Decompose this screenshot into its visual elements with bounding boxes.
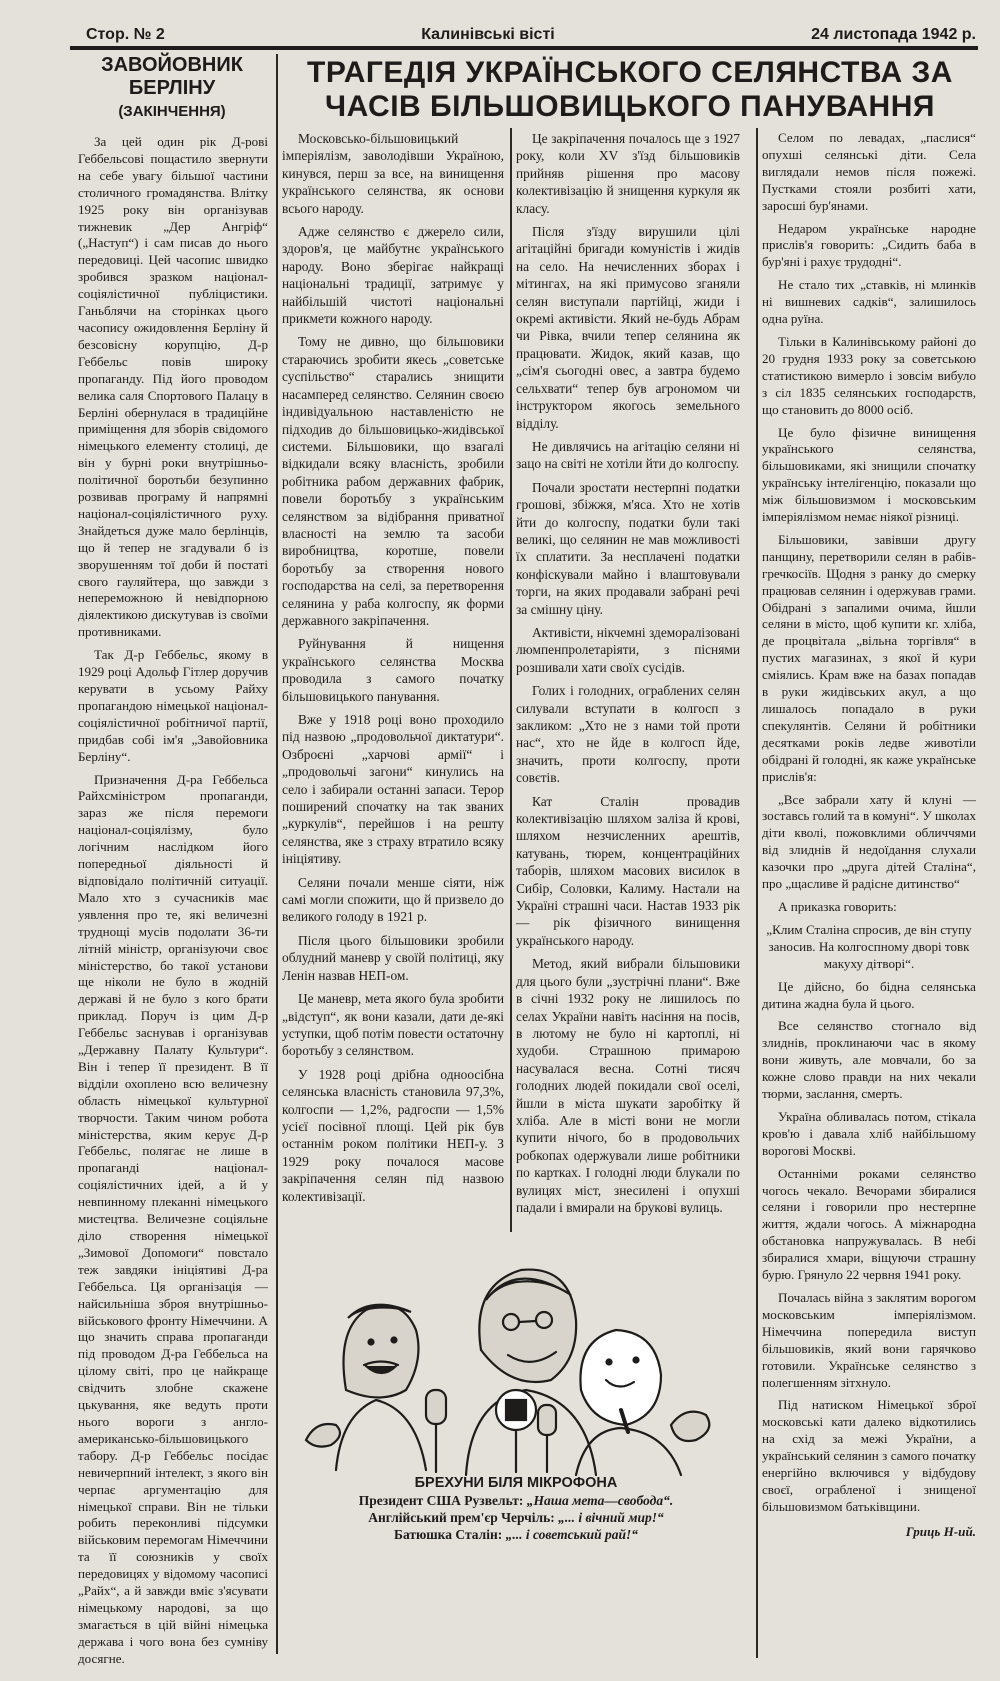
left-article-heading: [78, 54, 266, 122]
paragraph: Це було фізичне винищення українського селянства, більшовиками, які знищили спочатку українську інтелігенцію, показали що між більшовизмом і московським імперіялізмом немає ніякої різниці.: [762, 424, 976, 525]
page-header: [86, 22, 976, 48]
paragraph: Тому не дивно, що більшовики стараючись зробити якесь „советське суспільство“ старались знищити насамперед селянство. Селянин своєю індивідуальною наставленістю не підходив до більшовицько-жидівської системи. Більшовики, що взагалі відкидали всяку власність, зробили робітника рабом державних фабрик, повели боротьбу з українським селянством за відібрання приватної власності на землю та засоби виробництва, коротше, повели боротьбу за створення нового господарства на селі, за перетворення селянина у раба колгоспу, як форми державного закріпачення.: [282, 334, 504, 628]
paragraph: Руйнування й нищення українського селянства Москва проводила з самого початку більшовицького панування.: [282, 636, 504, 704]
cartoon-illustration: [276, 1240, 756, 1475]
main-article-col3: [762, 130, 976, 1655]
paragraph: У 1928 році дрібна одноосібна селянська власність становила 97,3%, колгоспи — 1,2%, радгоспи — 1,5% усієї посівної площі. Цей рік був останнім роком політики НЕП-у. З 1929 року почалося масове закріпачення селян під назвою колективізації.: [282, 1066, 504, 1204]
paragraph: Під натиском Німецької зброї московські кати далеко відкотились на схід за межі України, а український селянин з самого початку енергійно включився у відбудову своєї, ограбленої і знищеної більшовизмом батьківщини.: [762, 1397, 976, 1514]
paragraph: А приказка говорить:: [778, 898, 897, 914]
paragraph: Все селянство стогнало від злиднів, проклинаючи час в якому вони живуть, але мовчали, бо за кожне слово правди на них чекали тюрми, заслання, смерть.: [762, 1018, 976, 1102]
header-rule: [70, 46, 978, 50]
paragraph: Після з'їзду вирушили цілі агітаційні бригади комуністів і жидів на село. На нечисленних зборах і мітингах, на які примусово зганяли селян виступали партійці, жиди і окремі активісти. Який не-будь Абрам чи Рівка, вчили тепер селянина як працювати. Жидок, який казав, що „сім'я сьогодні овес, а завтра будемо сельхвати“ тепер був агрономом чи інструктором якогось земельного відділу.: [516, 224, 740, 431]
paragraph: Вже у 1918 році воно проходило під назвою „продовольчої диктатури“. Озброєні „харчові армії“ і „продовольчі загони“ кинулись на село і забирали останні запаси. Терор поширений спочатку на так званих „куркулів“, перейшов і на решту селянства, яке з страху втратило всяку ініціятиву.: [282, 712, 504, 867]
caption-quote: „... і советський рай!“: [505, 1527, 638, 1542]
paragraph: Почали зростати нестерпні податки грошові, збіжжя, м'яса. Хто не хотів йти до колгоспу, податки були такі великі, що селянин не мав можливості їх сплатити. За несплачені податки конфіскували майно і влаштовували торги, на яких продавали забрані речі за смішну ціну.: [516, 479, 740, 617]
paragraph: Голих і голодних, ограблених селян силували вступати в колгосп з закликом: „Хто не з нами той проти нас“, хто не йде в колгосп йде, значить, проти колгоспу, проти совєтів.: [516, 683, 740, 786]
paragraph: Селяни почали менше сіяти, ніж самі могли спожити, що й призвело до великого голоду в 1921 р.: [282, 874, 504, 925]
paragraph: Московсько-більшовицький імперіялізм, заволодівши Україною, кинувся, перш за все, на винищення українського селянства, як основи всього народу.: [282, 131, 504, 216]
left-article-title: ЗАВОЙОВНИК БЕРЛІНУ: [101, 54, 243, 99]
paragraph: Більшовики, завівши другу панщину, перетворили селян в рабів-гречкосіїв. Щодня з ранку до смерку працював селянин і одержував грами. Обідрані з запалими очима, йшли селяни в місто, щоб купити кг. хліба, де процвітала „вільна торгівля“ в пустих магазинах, з якої й кури сміялись. Крам вже на базах попадав в руки жидівських акул, а що лишалось попадало в руки спекулянтів. Селяни й робітники десятками років ледве животіли обідрані й голодні, як каже українське прислів'я:: [762, 531, 976, 784]
caption-speaker: Англійський прем'єр Черчіль:: [368, 1510, 555, 1525]
column-divider: [510, 128, 512, 1232]
paragraph: Активісти, нікчемні здеморалізовані люмпенпролетаріяти, з піснями розшивали хати своїх сусідів.: [516, 624, 740, 675]
left-paragraph: Так Д-р Геббельс, якому в 1929 році Адольф Гітлер доручив керувати в усьому Райху пропагандою німецької націонал-соціялістичної робітничої партії, придбав собі ім'я „Завойовника Берліну“.: [78, 647, 268, 764]
paragraph: Не стало тих „ставків, ні млинків ні вишневих садків“, залишилось одна руїна.: [762, 277, 976, 327]
paragraph: Адже селянство є джерело сили, здоров'я, це майбутнє українського народу. Воно зберігає найкращі національні традиції, затримує у найбільшій чистоті національні прикмети кожного народу.: [282, 224, 504, 327]
paragraph: Тільки в Калинівському районі до 20 грудня 1933 року за советською статистикою вимерло і зовсім вибуло з сіл 1835 селянських господарств, що становить до 8000 осіб.: [762, 333, 976, 417]
main-article-col1: [282, 130, 504, 1236]
newspaper-name: Калинівські вісті: [421, 26, 555, 43]
poem-quote: „Клим Сталіна спросив, де він ступу заносив. На колгоспному дворі товк макуху дітворі“.: [766, 921, 972, 971]
paragraph: Метод, який вибрали більшовики для цього були „зустрічні плани“. Вже в січні 1932 року не лишилось по селах України навіть насіння на посів, в лютому не було ні картоплі, ні худоби. Страшною примарою насувалася весна. Сотні тисяч голодних людей покидали свої оселі, йшли в міста шукати заробітку й хліба. Але в місті вони не могли купити нічого, бо в продовольчих робкопах одержували лише робітники по картках. І голодні люди блукали по вулицях міст, знесилені і опухші падали і вмирали на брукові вулиць.: [516, 956, 740, 1215]
column-divider: [756, 128, 758, 1658]
paragraph: Недаром українське народне прислів'я говорить: „Сидить баба в бур'яні і рахує трудодні“.: [762, 220, 976, 270]
paragraph: Це дійсно, бо бідна селянська дитина жадна була й цього.: [762, 978, 976, 1011]
paragraph: Це маневр, мета якого була зробити „відступ“, як вони казали, дати де-які уступки, щоб потім повести остаточну боротьбу з селянством.: [282, 991, 504, 1059]
left-article-body: [78, 134, 268, 1666]
caption-line: [276, 1509, 756, 1526]
paragraph: Це закріпачення почалось ще з 1927 року, коли XV з'їзд більшовиків прийняв рішення про масову колективізацію й знищення куркуля як класу.: [516, 131, 740, 216]
paragraph: Селом по левадах, „паслися“ опухші селянські діти. Села виглядали немов після пожежі. Пустками стояли розбиті хати, заросші бур'янами.: [762, 130, 976, 213]
left-paragraph: Призначення Д-ра Геббельса Райхсміністром пропаганди, зараз же після перемоги націонал-соціялізму, було логічним наслідком його попередньої діяльності й відповідало політичній ситуації. Мало хто з сучасників має уявлення про те, які величезні труднощі мусів подолати 36-ти літній міністр, організуючи своє міністерство, бо такої установи ще ніколи не було в жодній державі й не було з кого брати приклад. Поруч із цим Д-р Геббельс заснував і організував „Державну Палату Культури“. Він і тепер її президент. В її відділи охоплено всю величезну область німецької культурної творчости. Таким чином робота міністерства, яким керує Д-р Геббельс, полягає не лише в пропаганді націонал-соціялістичних ідей, а й у невпинному плеканні німецького мистецтва. Величезне соціяльне діло створення німецької „Зимової Допомоги“ повстало теж завдяки ініціятиві Д-ра Геббельса. Ця організація — найсильніша зброя внутрішньо-військового фронту Німеччини. А що значить справа пропаганди під проводом Д-ра Геббельса на цілому світі, про це найкраще свідчить злобне скажене цькування, яке ведуть проти нього вороги з англо-американсько-більшовицького табору. Д-р Геббельс посідає невичерпний інтелект, з якого він черпає аргументацію для німецької справи. Він не тільки робить переконливі підсумки військовим перемогам Німеччини та її союзників у своїх передовицях у відомому часописі „Райх“, а й завжди вміє з'ясувати німецькому народові, за що змагається в цій війні німецька держава і чого вона без сумніву досягне.: [78, 771, 268, 1666]
page-number: Стор. № 2: [86, 26, 165, 43]
caption-quote: „Наша мета—свобода“.: [526, 1493, 674, 1508]
caption-line: [276, 1526, 756, 1543]
caption-speaker: Президент США Рузвельт:: [358, 1493, 524, 1508]
cartoon-title: БРЕХУНИ БІЛЯ МІКРОФОНА: [414, 1475, 618, 1491]
main-article-title: ТРАГЕДІЯ УКРАЇНСЬКОГО СЕЛЯНСТВА ЗА ЧАСІВ БІЛЬШОВИЦЬКОГО ПАНУВАННЯ: [307, 56, 953, 123]
caption-speaker: Батюшка Сталін:: [394, 1527, 503, 1542]
paragraph: Україна обливалась потом, стікала кров'ю і давала хліб найбільшому ворогові Москві.: [762, 1108, 976, 1158]
caption-quote: „... і вічний мир!“: [558, 1510, 664, 1525]
cartoon: [276, 1240, 756, 1580]
paragraph: Не дивлячись на агітацію селяни ні зацо на світі не хотіли йти до колгоспу.: [516, 438, 740, 472]
main-article-col2: [516, 130, 740, 1236]
paragraph: Після цього більшовики зробили облудний маневр у своїй політиці, яку Ленін назвав НЕП-ом.: [282, 932, 504, 983]
left-article-subtitle: (ЗАКІНЧЕННЯ): [118, 103, 226, 120]
caption-line: [276, 1492, 756, 1509]
paragraph: Останніми роками селянство чогось чекало. Вечорами збиралися селяни і говорили про нестерпне життя, ждали чогось. А міжнародна обстановка напружувалась. В небі збиралися хмари, віщуючи страшну бурю. Грянуло 22 червня 1941 року.: [762, 1165, 976, 1283]
article-signature: Гриць Н-ий.: [905, 1523, 976, 1539]
cartoon-caption: [276, 1475, 756, 1543]
paragraph: Почалась війна з заклятим ворогом московським імперіялізмом. Німеччина попередила виступ більшовиків, який вони гарячково готовили. Українське селянство з полегшенням зітхнуло.: [762, 1290, 976, 1390]
paragraph: Кат Сталін провадив колективізацію шляхом заліза й крові, шляхом незчисленних арештів, катувань, тюрем, концентраційних таборів, шляхом масових висилок в Сибір, Соловки, Калиму. Настали на Україні страшні часи. Настав 1933 рік — рік фізичного винищення українського народу.: [516, 793, 740, 948]
paragraph: „Все забрали хату й клуні — зоставсь голий та в комуні“. У школах діти кволі, пожовклими обличчями від злиднів й недоїдання слухали казочки про „друга дітей Сталіна“, про „щасливе й радісне дитинство“: [762, 791, 976, 892]
left-paragraph: За цей один рік Д-рові Геббельсові пощастило звернути на себе увагу більшої частини столичного громадянства. Влітку 1925 року він організував тижневик „Дер Ангріф“ („Наступ“) і сам писав до нього передовиці. Цей часопис швидко зробився зразком націонал-соціялістичної публіцистики. Ганьблячи на сторінках цього часопису ожидовлення Берліну й безсовісну корупцію, Д-р Геббельс повів широку пропаганду. Під його проводом велика саля Спортового Палацу в Берліні обернулася в традиційне приміщення для зборів свідомого німецького елементу столиці, де він у бурні роки внутрішньо-політичної боротьби безупинно розвивав програму й напрямні націонал-соціялістичного руху. Знайдеться дуже мало берлінців, що й тепер не згадували б із зворушенням тої доби й постаті свого гауляйтера, що завжди з непереможною й невідпорною діялектикою дискутував із своїми противниками.: [78, 134, 268, 640]
issue-date: 24 листопада 1942 р.: [811, 26, 976, 43]
